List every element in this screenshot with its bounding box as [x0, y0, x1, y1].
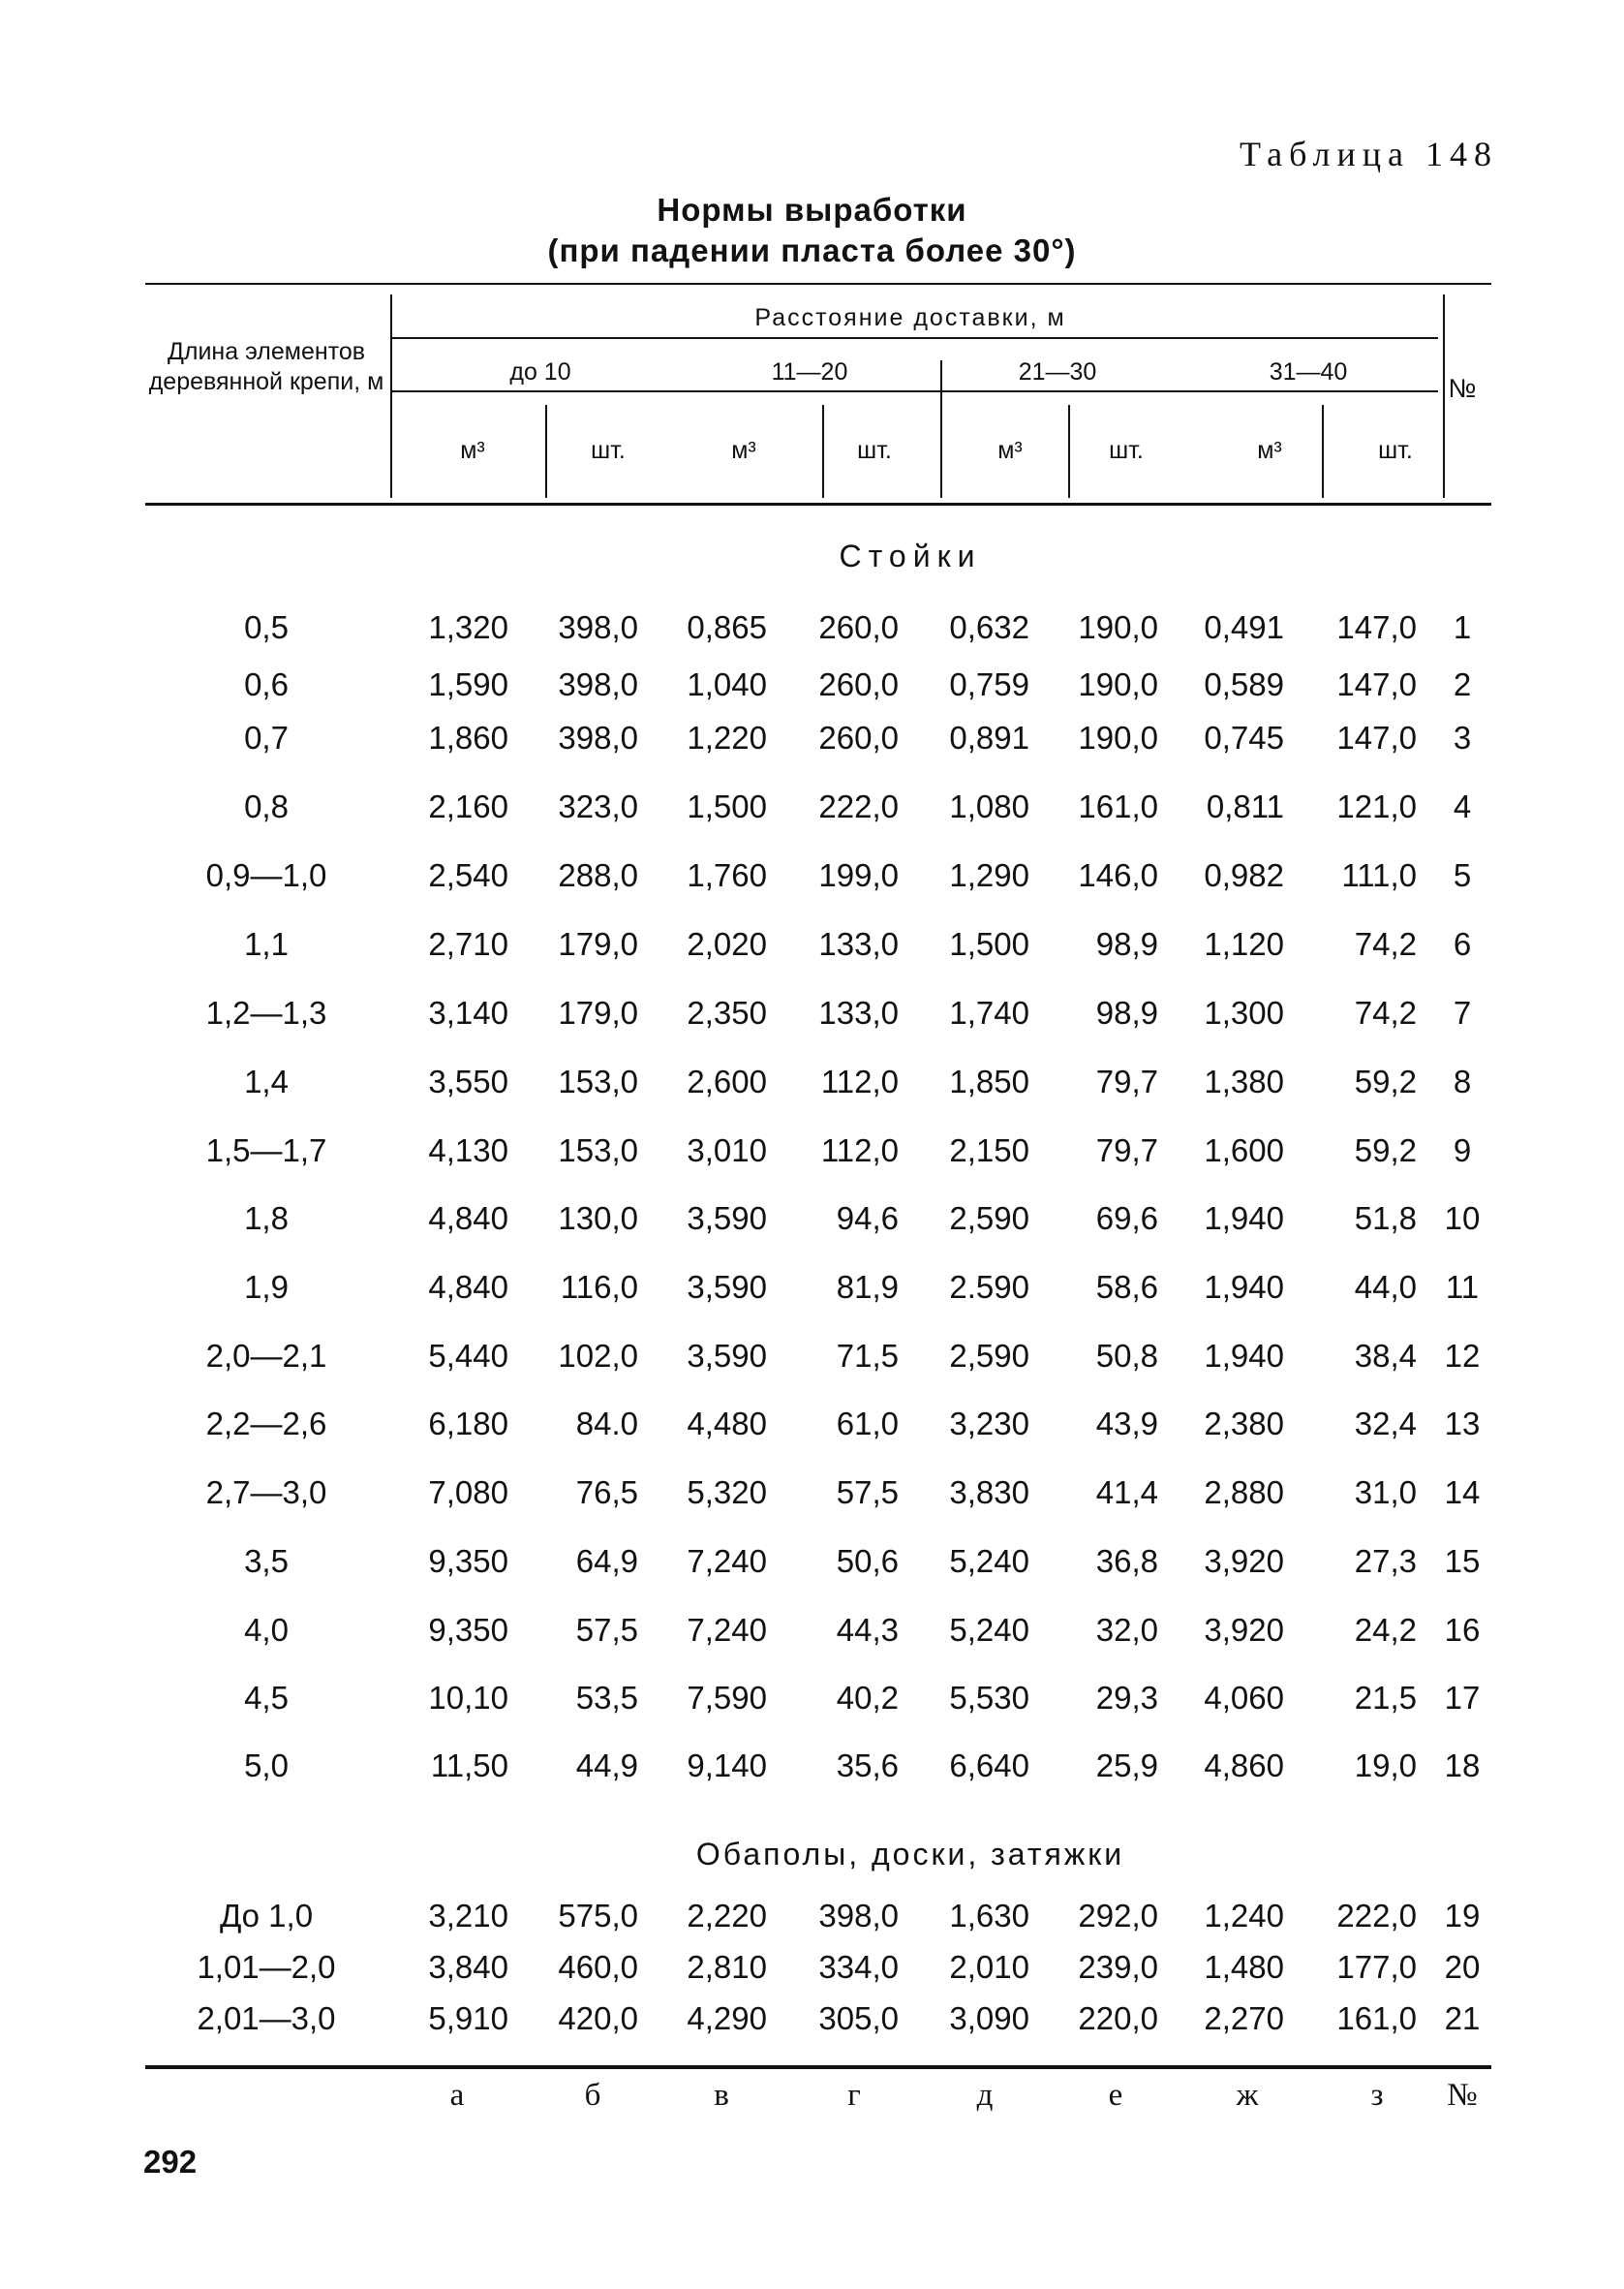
- column-letter: з: [1370, 2078, 1384, 2113]
- value-cell: 5,530: [949, 1680, 1029, 1716]
- title-line-2: (при падении пласта более 30°): [547, 232, 1077, 268]
- row-number-cell: 21: [1444, 2000, 1481, 2036]
- value-cell: 98,9: [1095, 926, 1158, 962]
- row-number-cell: 20: [1444, 1949, 1481, 1985]
- length-cell: 3,5: [244, 1543, 289, 1579]
- header-range-rule: [392, 390, 1438, 392]
- value-cell: 260,0: [818, 609, 899, 645]
- column-letter: ж: [1236, 2078, 1259, 2113]
- row-number-cell: 6: [1453, 926, 1472, 962]
- value-cell: 11,50: [430, 1748, 508, 1783]
- value-cell: 3,230: [949, 1406, 1029, 1441]
- value-cell: 1,080: [949, 789, 1029, 824]
- column-letter: г: [847, 2078, 861, 2113]
- length-cell: До 1,0: [219, 1898, 314, 1933]
- value-cell: 111,0: [1341, 857, 1417, 893]
- range-header: 11—20: [771, 358, 848, 386]
- length-cell: 1,8: [244, 1200, 289, 1236]
- row-number-cell: 12: [1444, 1338, 1481, 1374]
- length-cell: 2,0—2,1: [205, 1338, 327, 1374]
- value-cell: 50,8: [1095, 1338, 1158, 1374]
- value-cell: 19,0: [1354, 1748, 1417, 1783]
- value-cell: 6,640: [949, 1748, 1029, 1783]
- table-label: Таблица 148: [1240, 135, 1498, 173]
- value-cell: 64,9: [575, 1543, 638, 1579]
- column-letter-num: №: [1447, 2078, 1478, 2113]
- value-cell: 161,0: [1336, 2000, 1417, 2036]
- value-cell: 398,0: [558, 609, 638, 645]
- length-cell: 0,7: [244, 720, 289, 756]
- top-rule: [145, 283, 1491, 285]
- table-row: [0, 787, 1624, 827]
- row-number-cell: 2: [1453, 666, 1472, 702]
- value-cell: 4,860: [1204, 1748, 1284, 1783]
- row-number-cell: 3: [1453, 720, 1472, 756]
- unit-header: м³: [997, 437, 1023, 464]
- length-cell: 2,7—3,0: [205, 1474, 327, 1510]
- value-cell: 4,840: [428, 1269, 508, 1305]
- value-cell: 74,2: [1354, 995, 1417, 1031]
- value-cell: 5,440: [428, 1338, 508, 1374]
- length-cell: 1,2—1,3: [205, 995, 327, 1031]
- column-letters-row: [0, 2075, 1624, 2121]
- length-cell: 0,8: [244, 789, 289, 824]
- value-cell: 40,2: [836, 1680, 899, 1716]
- value-cell: 190,0: [1078, 720, 1158, 756]
- value-cell: 0,745: [1204, 720, 1284, 756]
- value-cell: 1,590: [428, 666, 508, 702]
- value-cell: 5,240: [949, 1612, 1029, 1648]
- value-cell: 288,0: [558, 857, 638, 893]
- length-cell: 1,1: [244, 926, 289, 962]
- value-cell: 147,0: [1336, 609, 1417, 645]
- value-cell: 53,5: [575, 1680, 638, 1716]
- value-cell: 44,3: [836, 1612, 899, 1648]
- value-cell: 2,810: [687, 1949, 767, 1985]
- table-row: [0, 1404, 1624, 1444]
- value-cell: 1,860: [428, 720, 508, 756]
- unit-header: м³: [460, 437, 485, 464]
- row-number-cell: 5: [1453, 857, 1472, 893]
- value-cell: 2,590: [949, 1338, 1029, 1374]
- value-cell: 35,6: [836, 1748, 899, 1783]
- value-cell: 3,920: [1204, 1543, 1284, 1579]
- value-cell: 2,600: [687, 1064, 767, 1099]
- value-cell: 1,290: [949, 857, 1029, 893]
- value-cell: 1,120: [1204, 926, 1284, 962]
- value-cell: 153,0: [558, 1132, 638, 1168]
- value-cell: 220,0: [1078, 2000, 1158, 2036]
- section-title-obapoly: Обаполы, доски, затяжки: [695, 1837, 1125, 1871]
- value-cell: 3,590: [687, 1338, 767, 1374]
- column-letter: в: [714, 2078, 729, 2113]
- table-row: [0, 1896, 1624, 1936]
- value-cell: 5,240: [949, 1543, 1029, 1579]
- table-row: [0, 607, 1624, 648]
- value-cell: 21,5: [1354, 1680, 1417, 1716]
- table-row: [0, 1947, 1624, 1988]
- value-cell: 1,480: [1204, 1949, 1284, 1985]
- value-cell: 84.0: [575, 1406, 638, 1441]
- value-cell: 3,840: [428, 1949, 508, 1985]
- value-cell: 9,140: [687, 1748, 767, 1783]
- table-row: [0, 1678, 1624, 1718]
- value-cell: 102,0: [558, 1338, 638, 1374]
- row-number-cell: 1: [1453, 609, 1472, 645]
- value-cell: 3,210: [428, 1898, 508, 1933]
- value-cell: 57,5: [575, 1612, 638, 1648]
- value-cell: 76,5: [575, 1474, 638, 1510]
- value-cell: 4,290: [687, 2000, 767, 2036]
- value-cell: 116,0: [560, 1269, 638, 1305]
- value-cell: 112,0: [820, 1132, 899, 1168]
- value-cell: 1,940: [1204, 1200, 1284, 1236]
- value-cell: 43,9: [1095, 1406, 1158, 1441]
- table-row: [0, 1336, 1624, 1376]
- stub-header: Длина элементов деревянной крепи, м: [148, 338, 384, 395]
- value-cell: 161,0: [1078, 789, 1158, 824]
- column-letter: а: [449, 2078, 465, 2113]
- number-header: №: [1448, 374, 1477, 403]
- value-cell: 260,0: [818, 720, 899, 756]
- value-cell: 292,0: [1078, 1898, 1158, 1933]
- length-cell: 0,5: [244, 609, 289, 645]
- value-cell: 31,0: [1354, 1474, 1417, 1510]
- value-cell: 112,0: [820, 1064, 899, 1099]
- value-cell: 7,240: [687, 1543, 767, 1579]
- length-cell: 2,2—2,6: [205, 1406, 327, 1441]
- value-cell: 81,9: [836, 1269, 899, 1305]
- value-cell: 133,0: [818, 995, 899, 1031]
- value-cell: 1,320: [428, 609, 508, 645]
- value-cell: 2,710: [428, 926, 508, 962]
- table-title: [0, 190, 1624, 271]
- distance-header: Расстояние доставки, м: [754, 304, 1066, 331]
- value-cell: 2,590: [949, 1200, 1029, 1236]
- value-cell: 147,0: [1336, 720, 1417, 756]
- value-cell: 239,0: [1078, 1949, 1158, 1985]
- value-cell: 323,0: [558, 789, 638, 824]
- value-cell: 153,0: [558, 1064, 638, 1099]
- value-cell: 3,590: [687, 1200, 767, 1236]
- value-cell: 7,080: [428, 1474, 508, 1510]
- column-letter: б: [584, 2078, 601, 2113]
- value-cell: 177,0: [1336, 1949, 1417, 1985]
- row-number-cell: 13: [1444, 1406, 1481, 1441]
- column-letter: е: [1108, 2078, 1123, 2113]
- value-cell: 199,0: [818, 857, 899, 893]
- value-cell: 1,040: [687, 666, 767, 702]
- length-cell: 2,01—3,0: [197, 2000, 336, 2036]
- value-cell: 133,0: [818, 926, 899, 962]
- table-row: [0, 1998, 1624, 2039]
- unit-header: шт.: [1378, 437, 1413, 464]
- value-cell: 460,0: [558, 1949, 638, 1985]
- table-row: [0, 1267, 1624, 1308]
- value-cell: 190,0: [1078, 609, 1158, 645]
- value-cell: 9,350: [428, 1612, 508, 1648]
- value-cell: 334,0: [818, 1949, 899, 1985]
- value-cell: 3,920: [1204, 1612, 1284, 1648]
- value-cell: 1,940: [1204, 1269, 1284, 1305]
- value-cell: 222,0: [1336, 1898, 1417, 1933]
- table-row: [0, 855, 1624, 896]
- range-header: 21—30: [1018, 358, 1097, 386]
- page-number: 292: [143, 2144, 198, 2180]
- value-cell: 27,3: [1354, 1543, 1417, 1579]
- value-cell: 0,891: [949, 720, 1029, 756]
- value-cell: 4,060: [1204, 1680, 1284, 1716]
- value-cell: 0,982: [1204, 857, 1284, 893]
- row-number-cell: 19: [1444, 1898, 1481, 1933]
- value-cell: 36,8: [1095, 1543, 1158, 1579]
- value-cell: 9,350: [428, 1543, 508, 1579]
- row-number-cell: 18: [1444, 1748, 1481, 1783]
- value-cell: 398,0: [558, 720, 638, 756]
- value-cell: 38,4: [1354, 1338, 1417, 1374]
- value-cell: 7,240: [687, 1612, 767, 1648]
- value-cell: 4,840: [428, 1200, 508, 1236]
- value-cell: 58,6: [1095, 1269, 1158, 1305]
- header-distance-rule: [392, 337, 1438, 339]
- value-cell: 2,220: [687, 1898, 767, 1933]
- value-cell: 5,910: [428, 2000, 508, 2036]
- value-cell: 190,0: [1078, 666, 1158, 702]
- row-number-cell: 15: [1444, 1543, 1481, 1579]
- value-cell: 146,0: [1078, 857, 1158, 893]
- value-cell: 5,320: [687, 1474, 767, 1510]
- row-number-cell: 8: [1453, 1064, 1472, 1099]
- value-cell: 1,850: [949, 1064, 1029, 1099]
- value-cell: 1,220: [687, 720, 767, 756]
- length-cell: 1,5—1,7: [205, 1132, 327, 1168]
- table-row: [0, 1472, 1624, 1513]
- unit-header: м³: [731, 437, 756, 464]
- value-cell: 57,5: [836, 1474, 899, 1510]
- value-cell: 4,130: [428, 1132, 508, 1168]
- value-cell: 2.590: [949, 1269, 1029, 1305]
- value-cell: 44,9: [575, 1748, 638, 1783]
- value-cell: 420,0: [558, 2000, 638, 2036]
- section-title-stoiki: Стойки: [839, 539, 982, 573]
- value-cell: 32,0: [1095, 1612, 1158, 1648]
- value-cell: 4,480: [687, 1406, 767, 1441]
- value-cell: 305,0: [818, 2000, 899, 2036]
- value-cell: 2,150: [949, 1132, 1029, 1168]
- value-cell: 222,0: [818, 789, 899, 824]
- table-row: [0, 1198, 1624, 1239]
- range-header: до 10: [509, 358, 571, 386]
- header-bottom-rule: [145, 503, 1491, 506]
- length-cell: 4,5: [244, 1680, 289, 1716]
- value-cell: 79,7: [1095, 1132, 1158, 1168]
- table-row: [0, 924, 1624, 965]
- row-number-cell: 4: [1453, 789, 1472, 824]
- value-cell: 1,630: [949, 1898, 1029, 1933]
- value-cell: 121,0: [1336, 789, 1417, 824]
- value-cell: 51,8: [1354, 1200, 1417, 1236]
- unit-header: шт.: [1109, 437, 1144, 464]
- row-number-cell: 16: [1444, 1612, 1481, 1648]
- value-cell: 2,540: [428, 857, 508, 893]
- value-cell: 130,0: [558, 1200, 638, 1236]
- value-cell: 1,300: [1204, 995, 1284, 1031]
- table-row: [0, 1746, 1624, 1786]
- table-row: [0, 993, 1624, 1034]
- length-cell: 5,0: [244, 1748, 289, 1783]
- value-cell: 61,0: [836, 1406, 899, 1441]
- value-cell: 1,240: [1204, 1898, 1284, 1933]
- value-cell: 71,5: [836, 1338, 899, 1374]
- value-cell: 7,590: [687, 1680, 767, 1716]
- table-row: [0, 1062, 1624, 1102]
- value-cell: 94,6: [836, 1200, 899, 1236]
- bottom-rule: [145, 2065, 1491, 2069]
- value-cell: 32,4: [1354, 1406, 1417, 1441]
- value-cell: 3,550: [428, 1064, 508, 1099]
- value-cell: 179,0: [558, 926, 638, 962]
- length-cell: 1,9: [244, 1269, 289, 1305]
- row-number-cell: 11: [1445, 1269, 1480, 1305]
- value-cell: 10,10: [428, 1680, 508, 1716]
- table-row: [0, 1130, 1624, 1171]
- value-cell: 0,589: [1204, 666, 1284, 702]
- value-cell: 2,270: [1204, 2000, 1284, 2036]
- unit-header: шт.: [591, 437, 626, 464]
- row-number-cell: 17: [1444, 1680, 1481, 1716]
- value-cell: 2,380: [1204, 1406, 1284, 1441]
- value-cell: 3,830: [949, 1474, 1029, 1510]
- value-cell: 1,500: [687, 789, 767, 824]
- value-cell: 1,600: [1204, 1132, 1284, 1168]
- value-cell: 260,0: [818, 666, 899, 702]
- value-cell: 74,2: [1354, 926, 1417, 962]
- value-cell: 575,0: [558, 1898, 638, 1933]
- table-row: [0, 1541, 1624, 1582]
- title-line-1: Нормы выработки: [657, 192, 967, 228]
- value-cell: 1,500: [949, 926, 1029, 962]
- value-cell: 2,160: [428, 789, 508, 824]
- value-cell: 1,740: [949, 995, 1029, 1031]
- value-cell: 3,010: [687, 1132, 767, 1168]
- length-cell: 0,6: [244, 666, 289, 702]
- value-cell: 3,090: [949, 2000, 1029, 2036]
- unit-header: шт.: [857, 437, 892, 464]
- range-header: 31—40: [1269, 358, 1348, 386]
- row-number-cell: 9: [1453, 1132, 1472, 1168]
- value-cell: 179,0: [558, 995, 638, 1031]
- value-cell: 25,9: [1095, 1748, 1158, 1783]
- row-number-cell: 10: [1444, 1200, 1481, 1236]
- value-cell: 24,2: [1354, 1612, 1417, 1648]
- value-cell: 6,180: [428, 1406, 508, 1441]
- value-cell: 1,380: [1204, 1064, 1284, 1099]
- value-cell: 2,010: [949, 1949, 1029, 1985]
- unit-header: м³: [1257, 437, 1282, 464]
- value-cell: 398,0: [558, 666, 638, 702]
- value-cell: 398,0: [818, 1898, 899, 1933]
- value-cell: 98,9: [1095, 995, 1158, 1031]
- row-number-cell: 7: [1453, 995, 1472, 1031]
- value-cell: 79,7: [1095, 1064, 1158, 1099]
- length-cell: 1,01—2,0: [197, 1949, 336, 1985]
- value-cell: 29,3: [1095, 1680, 1158, 1716]
- table-row: [0, 1610, 1624, 1651]
- value-cell: 50,6: [836, 1543, 899, 1579]
- length-cell: 0,9—1,0: [205, 857, 327, 893]
- value-cell: 2,020: [687, 926, 767, 962]
- value-cell: 147,0: [1336, 666, 1417, 702]
- value-cell: 0,759: [949, 666, 1029, 702]
- column-letter: д: [976, 2078, 994, 2113]
- table-row: [0, 718, 1624, 758]
- value-cell: 44,0: [1354, 1269, 1417, 1305]
- value-cell: 0,632: [949, 609, 1029, 645]
- table-row: [0, 665, 1624, 705]
- length-cell: 4,0: [244, 1612, 289, 1648]
- value-cell: 2,350: [687, 995, 767, 1031]
- value-cell: 1,760: [687, 857, 767, 893]
- row-number-cell: 14: [1444, 1474, 1481, 1510]
- value-cell: 59,2: [1354, 1064, 1417, 1099]
- value-cell: 0,811: [1206, 789, 1284, 824]
- value-cell: 2,880: [1204, 1474, 1284, 1510]
- value-cell: 3,590: [687, 1269, 767, 1305]
- value-cell: 69,6: [1095, 1200, 1158, 1236]
- value-cell: 59,2: [1354, 1132, 1417, 1168]
- value-cell: 0,491: [1204, 609, 1284, 645]
- value-cell: 1,940: [1204, 1338, 1284, 1374]
- value-cell: 0,865: [687, 609, 767, 645]
- value-cell: 41,4: [1095, 1474, 1158, 1510]
- length-cell: 1,4: [244, 1064, 289, 1099]
- value-cell: 3,140: [428, 995, 508, 1031]
